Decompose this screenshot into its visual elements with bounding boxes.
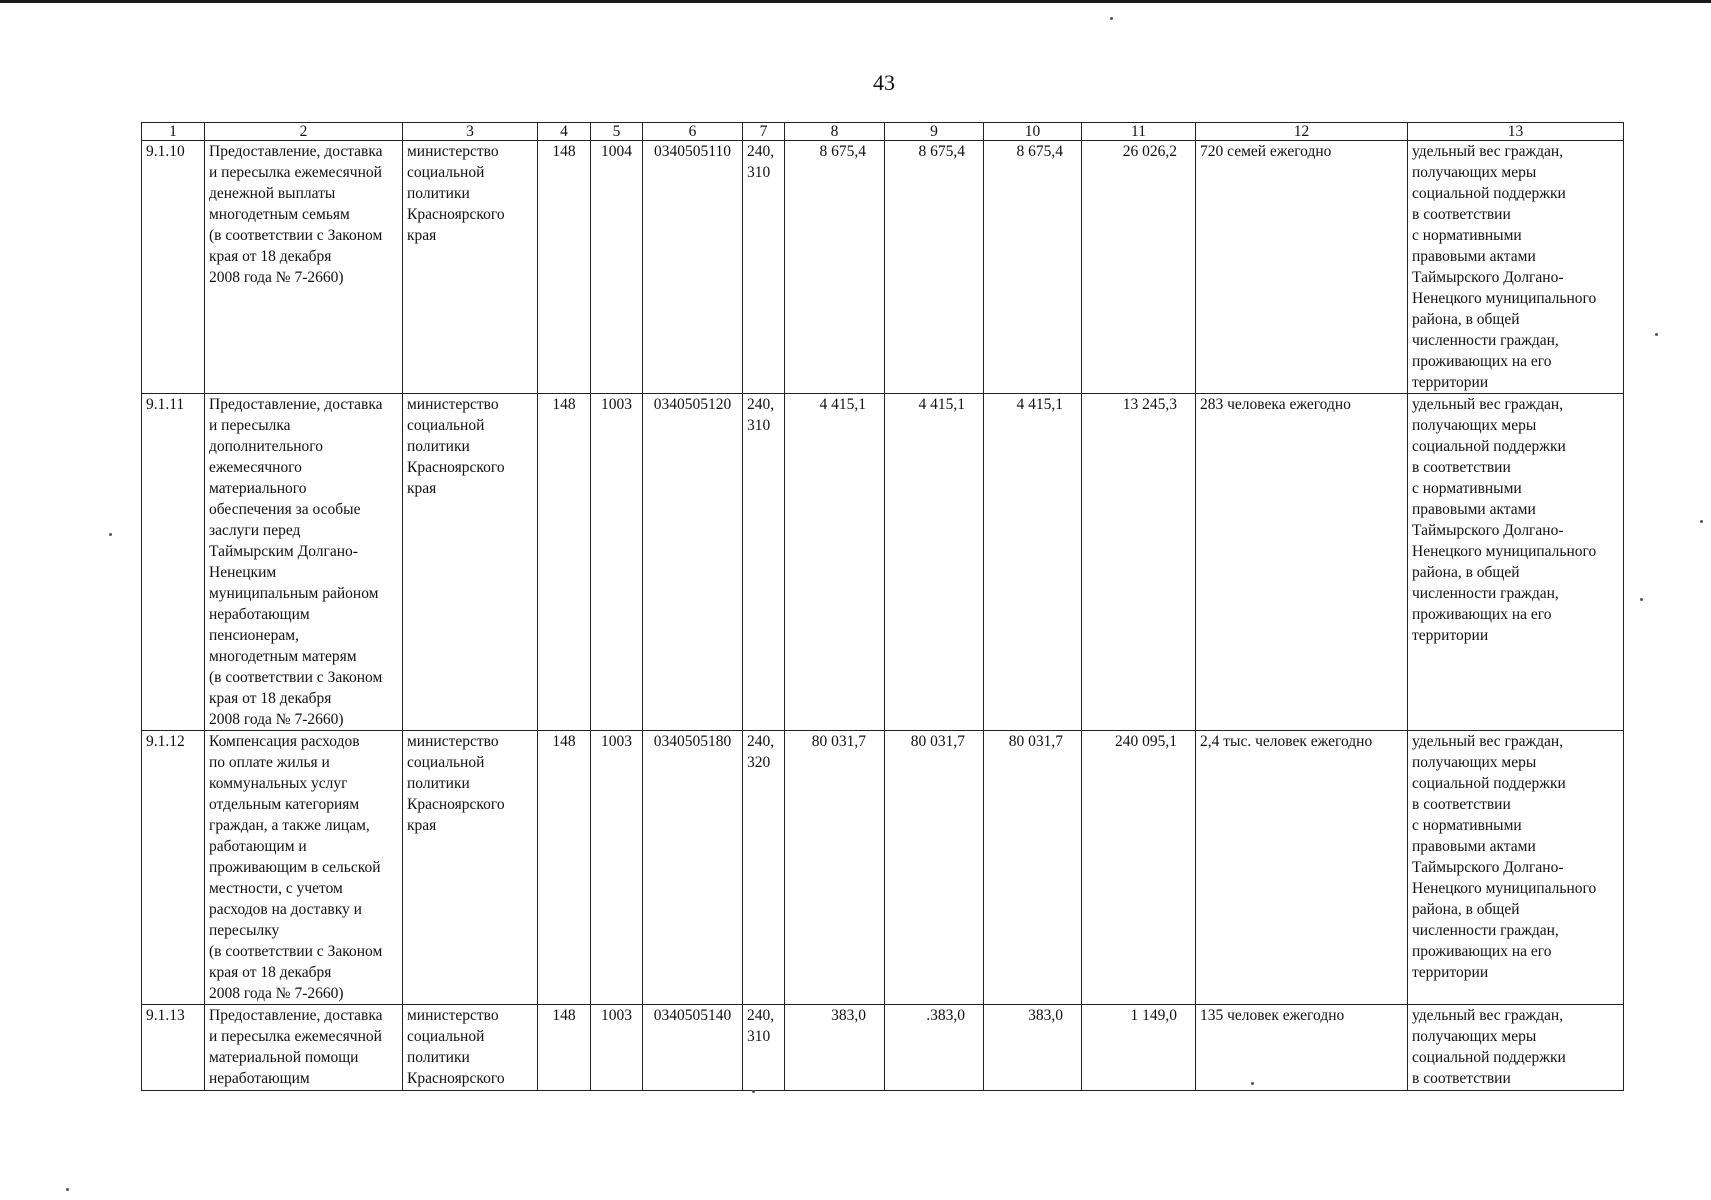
amount-year-2: 8 675,4 bbox=[885, 141, 984, 394]
measure-name: Предоставление, доставка и пересылка ежемесячной материальной помощи неработающим bbox=[205, 1005, 403, 1091]
grbs-code: 148 bbox=[538, 1005, 591, 1091]
target-article-code: 0340505180 bbox=[643, 731, 743, 1005]
expense-type-code: 240, 310 bbox=[743, 394, 785, 731]
expected-result: 2,4 тыс. человек ежегодно bbox=[1196, 731, 1408, 1005]
col-header: 8 bbox=[785, 123, 885, 141]
amount-year-3: 80 031,7 bbox=[984, 731, 1082, 1005]
amount-year-1: 80 031,7 bbox=[785, 731, 885, 1005]
amount-year-3: 8 675,4 bbox=[984, 141, 1082, 394]
amount-total: 13 245,3 bbox=[1082, 394, 1196, 731]
row-number: 9.1.10 bbox=[142, 141, 205, 394]
expected-result: 135 человек ежегодно bbox=[1196, 1005, 1408, 1091]
scan-speck bbox=[1655, 333, 1658, 336]
expense-type-code: 240, 310 bbox=[743, 141, 785, 394]
amount-year-1: 8 675,4 bbox=[785, 141, 885, 394]
expense-type-code: 240, 310 bbox=[743, 1005, 785, 1091]
col-header: 12 bbox=[1196, 123, 1408, 141]
target-article-code: 0340505110 bbox=[643, 141, 743, 394]
row-number: 9.1.13 bbox=[142, 1005, 205, 1091]
col-header: 7 bbox=[743, 123, 785, 141]
expected-result: 283 человека ежегодно bbox=[1196, 394, 1408, 731]
col-header: 2 bbox=[205, 123, 403, 141]
measure-name: Компенсация расходов по оплате жилья и коммунальных услуг отдельным категориям граждан, а также лицам, работающим и проживающим в сельской местности, с учетом расходов на доставку и пересылку (в соответствии с Законом края от 18 декабря 2008 года № 7-2660) bbox=[205, 731, 403, 1005]
amount-total: 26 026,2 bbox=[1082, 141, 1196, 394]
col-header: 6 bbox=[643, 123, 743, 141]
row-number: 9.1.12 bbox=[142, 731, 205, 1005]
section-code: 1004 bbox=[591, 141, 643, 394]
amount-year-3: 383,0 bbox=[984, 1005, 1082, 1091]
indicator: удельный вес граждан, получающих меры социальной поддержки в соответствии с нормативными правовыми актами Таймырского Долгано- Ненецкого муниципального района, в общей численности граждан, проживающих на его территории bbox=[1408, 731, 1624, 1005]
amount-year-2: 4 415,1 bbox=[885, 394, 984, 731]
table-row bbox=[142, 1005, 1624, 1091]
header-row bbox=[142, 123, 1624, 141]
section-code: 1003 bbox=[591, 731, 643, 1005]
scan-speck bbox=[66, 1188, 69, 1191]
measure-name: Предоставление, доставка и пересылка дополнительного ежемесячного материального обеспечения за особые заслуги перед Таймырским Долгано- Ненецким муниципальным районом неработающим пенсионерам, многодетным матерям (в соответствии с Законом края от 18 декабря 2008 года № 7-2660) bbox=[205, 394, 403, 731]
executor: министерство социальной политики Красноярского bbox=[403, 1005, 538, 1091]
grbs-code: 148 bbox=[538, 731, 591, 1005]
executor: министерство социальной политики Красноярского края bbox=[403, 141, 538, 394]
target-article-code: 0340505140 bbox=[643, 1005, 743, 1091]
expense-type-code: 240, 320 bbox=[743, 731, 785, 1005]
grbs-code: 148 bbox=[538, 141, 591, 394]
col-header: 10 bbox=[984, 123, 1082, 141]
section-code: 1003 bbox=[591, 1005, 643, 1091]
col-header: 9 bbox=[885, 123, 984, 141]
amount-year-3: 4 415,1 bbox=[984, 394, 1082, 731]
grbs-code: 148 bbox=[538, 394, 591, 731]
executor: министерство социальной политики Красноярского края bbox=[403, 731, 538, 1005]
indicator: удельный вес граждан, получающих меры социальной поддержки в соответствии с нормативными правовыми актами Таймырского Долгано- Ненецкого муниципального района, в общей численности граждан, проживающих на его территории bbox=[1408, 394, 1624, 731]
scan-speck bbox=[1251, 1082, 1254, 1085]
col-header: 11 bbox=[1082, 123, 1196, 141]
amount-total: 1 149,0 bbox=[1082, 1005, 1196, 1091]
scan-speck bbox=[752, 1090, 755, 1093]
budget-table bbox=[141, 122, 1624, 1091]
measure-name: Предоставление, доставка и пересылка ежемесячной денежной выплаты многодетным семьям (в соответствии с Законом края от 18 декабря 2008 года № 7-2660) bbox=[205, 141, 403, 394]
scan-speck bbox=[1110, 17, 1113, 20]
table-row bbox=[142, 394, 1624, 731]
scan-speck bbox=[1700, 520, 1703, 523]
table-row bbox=[142, 731, 1624, 1005]
col-header: 4 bbox=[538, 123, 591, 141]
scan-speck bbox=[1640, 598, 1643, 601]
scan-speck bbox=[109, 533, 112, 536]
col-header: 13 bbox=[1408, 123, 1624, 141]
page-number: 43 bbox=[873, 70, 895, 95]
indicator: удельный вес граждан, получающих меры социальной поддержки в соответствии bbox=[1408, 1005, 1624, 1091]
amount-year-1: 4 415,1 bbox=[785, 394, 885, 731]
scan-top-border bbox=[0, 0, 1711, 3]
executor: министерство социальной политики Красноярского края bbox=[403, 394, 538, 731]
target-article-code: 0340505120 bbox=[643, 394, 743, 731]
amount-year-1: 383,0 bbox=[785, 1005, 885, 1091]
row-number: 9.1.11 bbox=[142, 394, 205, 731]
table-row bbox=[142, 141, 1624, 394]
amount-total: 240 095,1 bbox=[1082, 731, 1196, 1005]
col-header: 1 bbox=[142, 123, 205, 141]
amount-year-2: .383,0 bbox=[885, 1005, 984, 1091]
expected-result: 720 семей ежегодно bbox=[1196, 141, 1408, 394]
col-header: 5 bbox=[591, 123, 643, 141]
amount-year-2: 80 031,7 bbox=[885, 731, 984, 1005]
section-code: 1003 bbox=[591, 394, 643, 731]
indicator: удельный вес граждан, получающих меры социальной поддержки в соответствии с нормативными правовыми актами Таймырского Долгано- Ненецкого муниципального района, в общей численности граждан, проживающих на его территории bbox=[1408, 141, 1624, 394]
col-header: 3 bbox=[403, 123, 538, 141]
